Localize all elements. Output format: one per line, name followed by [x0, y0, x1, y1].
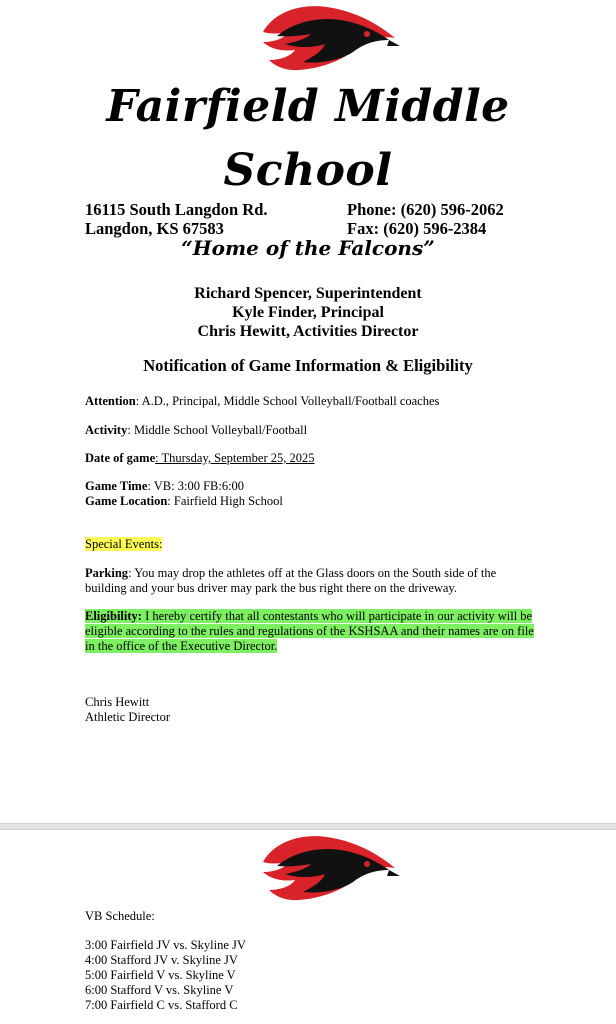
signer-name: Chris Hewitt	[85, 695, 150, 709]
special-events-line	[85, 537, 162, 552]
notice-heading: Notification of Game Information & Eligibility	[143, 356, 473, 375]
activity-line	[85, 423, 307, 438]
activity-value: : Middle School Volleyball/Football	[127, 423, 308, 437]
date-value: : Thursday, September 25, 2025	[155, 451, 315, 465]
eligibility-label: Eligibility:	[85, 609, 142, 623]
game-time-line	[85, 479, 244, 494]
schedule-item: 7:00 Fairfield C vs. Stafford C	[85, 998, 238, 1012]
eligibility-text: I hereby certify that all contestants who will participate in our activity will be eligible according to the rules and regulations of the KSHSAA and their names are on file in the office of the Executive Director.	[85, 609, 534, 653]
phone-number: Phone: (620) 596-2062	[347, 200, 504, 219]
signer-title: Athletic Director	[85, 710, 171, 724]
special-events-label: Special Events:	[85, 537, 163, 551]
schedule-item: 3:00 Fairfield JV vs. Skyline JV	[85, 938, 246, 952]
parking-label: Parking	[85, 566, 129, 580]
game-location-label: Game Location	[85, 494, 168, 508]
schedule-title: VB Schedule:	[85, 909, 155, 923]
official-principal: Kyle Finder, Principal	[232, 304, 384, 321]
address-line-1: 16115 South Langdon Rd.	[85, 200, 268, 219]
parking-text: : You may drop the athletes off at the Glass doors on the South side of the building and your bus driver may park the bus right there on the driveway.	[85, 566, 497, 595]
parking-paragraph	[85, 566, 535, 596]
attention-value: : A.D., Principal, Middle School Volleyball/Football coaches	[135, 394, 440, 408]
address-line-2: Langdon, KS 67583	[85, 219, 224, 238]
falcon-head-logo-icon	[255, 2, 400, 74]
school-name-line-2: School	[223, 145, 393, 196]
official-superintendent: Richard Spencer, Superintendent	[194, 285, 422, 302]
falcon-head-logo-icon	[255, 832, 400, 904]
game-time-label: Game Time	[85, 479, 148, 493]
date-line	[85, 451, 314, 466]
officials-list	[0, 284, 616, 341]
page-separator	[0, 823, 616, 830]
fax-number: Fax: (620) 596-2384	[347, 219, 487, 238]
schedule-list	[85, 938, 246, 1013]
schedule-item: 6:00 Stafford V vs. Skyline V	[85, 983, 234, 997]
game-time-value: : VB: 3:00 FB:6:00	[147, 479, 245, 493]
school-motto: “Home of the Falcons”	[181, 236, 435, 260]
attention-line	[85, 394, 439, 409]
game-location-line	[85, 494, 283, 509]
schedule-item: 5:00 Fairfield V vs. Skyline V	[85, 968, 236, 982]
game-location-value: : Fairfield High School	[167, 494, 283, 508]
eligibility-paragraph	[85, 609, 535, 654]
official-activities-director: Chris Hewitt, Activities Director	[197, 323, 419, 340]
activity-label: Activity	[85, 423, 128, 437]
attention-label: Attention	[85, 394, 136, 408]
schedule-item: 4:00 Stafford JV v. Skyline JV	[85, 953, 238, 967]
date-label: Date of game	[85, 451, 156, 465]
school-name-line-1: Fairfield Middle	[106, 81, 510, 132]
